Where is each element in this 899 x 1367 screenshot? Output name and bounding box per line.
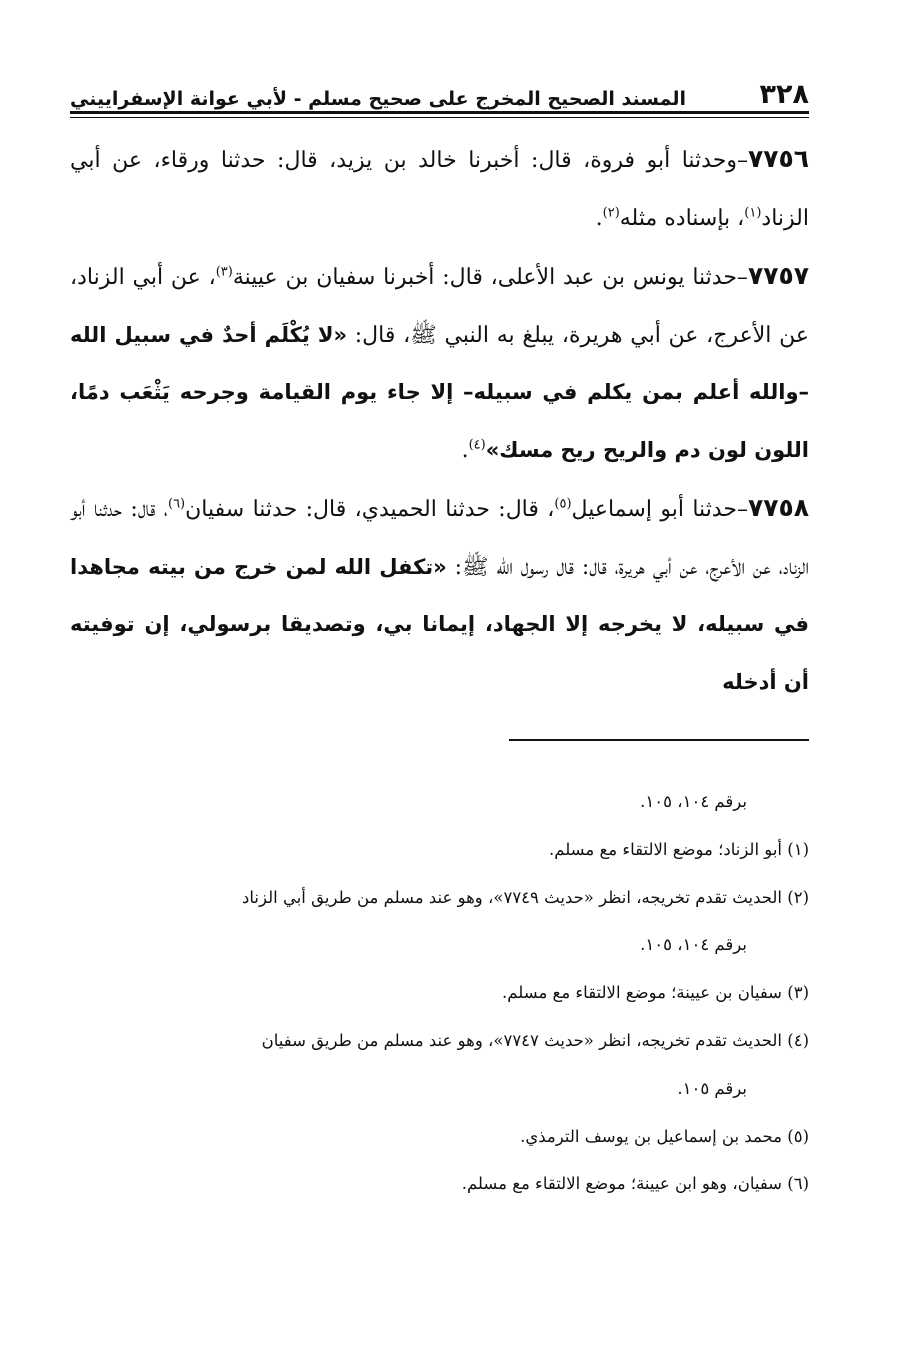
hadith-matn: «تكفل الله لمن خرج من بيته مجاهدا في سبيله، لا يخرجه إلا الجهاد، إيمانا بي، وتصديقا برسولي، إن توفيته أن أدخله	[70, 554, 809, 694]
footnote-mark: (٦)	[787, 1174, 809, 1194]
footnote-5	[70, 1113, 809, 1161]
hadith-entry-7756	[70, 130, 809, 247]
hadith-entry-7757	[70, 247, 809, 479]
footnote-ref: (٥)	[554, 496, 572, 512]
footnote-text: أبو الزناد؛ موضع الالتقاء مع مسلم.	[548, 839, 782, 859]
footnote-separator	[509, 739, 809, 741]
entry-text: –حدثنا أبو إسماعيل	[571, 497, 748, 522]
footnote-ref: (٦)	[167, 496, 186, 512]
entry-number: ٧٧٥٧	[747, 261, 809, 290]
footnote-mark: (١)	[787, 839, 809, 859]
footnote-mark: (٥)	[787, 1126, 809, 1146]
main-text	[70, 130, 809, 711]
hadith-entry-7758	[70, 479, 809, 711]
entry-text: .	[595, 205, 603, 231]
running-header	[70, 72, 809, 110]
page-number: ٣٢٨	[759, 79, 809, 110]
footnote-text: الحديث تقدم تخريجه، انظر «حديث ٧٧٤٩»، وهو عند مسلم من طريق أبي الزناد	[242, 887, 782, 907]
footnote-2-continued: برقم ١٠٤، ١٠٥.	[640, 935, 747, 955]
footnote-2	[70, 874, 809, 922]
footnote-ref: (٢)	[602, 205, 620, 221]
footnote-ref: (٤)	[468, 437, 486, 453]
footnote-carryover: برقم ١٠٤، ١٠٥.	[640, 792, 747, 811]
entry-text: ، قال: حدثنا الحميدي، قال: حدثنا سفيان	[185, 497, 555, 522]
book-page	[70, 0, 809, 1367]
entry-text: –وحدثنا أبو فروة، قال: أخبرنا خالد بن يزيد، قال: حدثنا ورقاء، عن أبي الزناد	[70, 148, 809, 231]
hadith-matn: «لا يُكْلَم أحدٌ في سبيل الله –والله أعلم بمن يكلم في سبيله– إلا جاء يوم القيامة وجرحه يَثْعَب دمًا، اللون لون دم والريح ريح مسك»	[70, 322, 809, 462]
entry-number: ٧٧٥٦	[747, 144, 809, 173]
footnote-ref: (٣)	[215, 264, 233, 280]
entry-text: ، عن أبي الزناد، عن الأعرج، عن أبي هريرة، يبلغ به النبي ﷺ، قال:	[70, 265, 809, 348]
footnotes	[70, 778, 809, 1208]
entry-text: ، قال: حدثنا أبو الزناد، عن الأعرج، عن أبي هريرة، قال: قال رسول الله ﷺ:	[70, 497, 809, 580]
footnote-text: سفيان، وهو ابن عيينة؛ موضع الالتقاء مع مسلم.	[461, 1174, 782, 1194]
header-rule-thin	[70, 117, 809, 118]
footnote-mark: (٢)	[787, 887, 809, 907]
footnote-mark: (٣)	[787, 983, 809, 1003]
footnote-text: الحديث تقدم تخريجه، انظر «حديث ٧٧٤٧»، وهو عند مسلم من طريق سفيان	[261, 1030, 782, 1050]
entry-text: .	[461, 437, 469, 463]
footnote-text: محمد بن إسماعيل بن يوسف الترمذي.	[520, 1126, 782, 1146]
footnote-mark: (٤)	[787, 1030, 809, 1050]
footnote-4	[70, 1017, 809, 1065]
entry-text: ، بإسناده مثله	[619, 205, 745, 231]
footnote-1	[70, 826, 809, 874]
header-rule-thick	[70, 111, 809, 114]
footnote-4-continued: برقم ١٠٥.	[677, 1078, 747, 1098]
footnote-6	[70, 1160, 809, 1208]
footnote-ref: (١)	[744, 205, 762, 221]
footnote-3	[70, 969, 809, 1017]
footnote-text: سفيان بن عيينة؛ موضع الالتقاء مع مسلم.	[502, 983, 782, 1003]
running-title: المسند الصحيح المخرج على صحيح مسلم - لأبي عوانة الإسفراييني	[70, 88, 686, 110]
entry-number: ٧٧٥٨	[747, 493, 810, 522]
entry-text: –حدثنا يونس بن عبد الأعلى، قال: أخبرنا سفيان بن عيينة	[232, 265, 748, 290]
